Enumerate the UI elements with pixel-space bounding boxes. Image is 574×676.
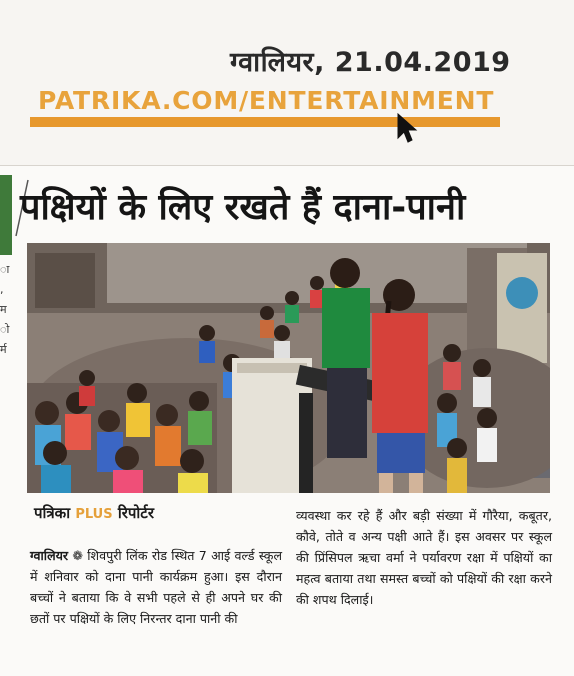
article-body-left	[30, 545, 282, 629]
fragment-line: ,	[0, 283, 4, 296]
adjacent-column-fragment	[0, 260, 16, 360]
dateline: ग्वालियर, 21.04.2019	[230, 47, 511, 78]
fragment-line: ो	[0, 323, 10, 336]
site-underline	[30, 117, 500, 127]
article-text-left: शिवपुरी लिंक रोड स्थित 7 आई वर्ल्ड स्कूल में शनिवार को दाना पानी कार्यक्रम हुआ। इस दौरान बच्चों ने बताया कि वे सभी पहले से ही अपने घर की छतों पर पक्षियों के लिए निरन्तर दाना पानी की	[30, 548, 282, 626]
event-photo	[27, 243, 550, 493]
fragment-line: म	[0, 303, 7, 316]
article-body-right: व्यवस्था कर रहे हैं और बड़ी संख्या में गौरैया, कबूतर, कौवे, तोते व अन्य पक्षी आते हैं। इस अवसर पर स्कूल की प्रिंसिपल ऋचा वर्मा ने पर्यावरण रक्षा में पक्षियों का महत्व बताया तथा समस्त बच्चों को पक्षियों की रक्षा करने की शपथ दिलाई।	[296, 508, 552, 607]
byline-plus: PLUS	[75, 507, 113, 522]
dateline-place: ग्वालियर	[30, 548, 69, 563]
headline: पक्षियों के लिए रखते हैं दाना-पानी	[20, 187, 466, 228]
byline	[34, 503, 284, 523]
byline-brand: पत्रिका	[34, 504, 71, 522]
photo-illustration	[27, 243, 550, 493]
mouse-pointer-icon	[396, 112, 420, 144]
separator-icon: ❁	[72, 548, 88, 563]
fragment-line: ा	[0, 263, 10, 276]
byline-role: रिपोर्टर	[117, 504, 154, 522]
fragment-line: र्म	[0, 343, 7, 356]
adjacent-photo-edge	[0, 175, 12, 255]
site-url[interactable]: PATRIKA.COM/ENTERTAINMENT	[38, 86, 495, 115]
